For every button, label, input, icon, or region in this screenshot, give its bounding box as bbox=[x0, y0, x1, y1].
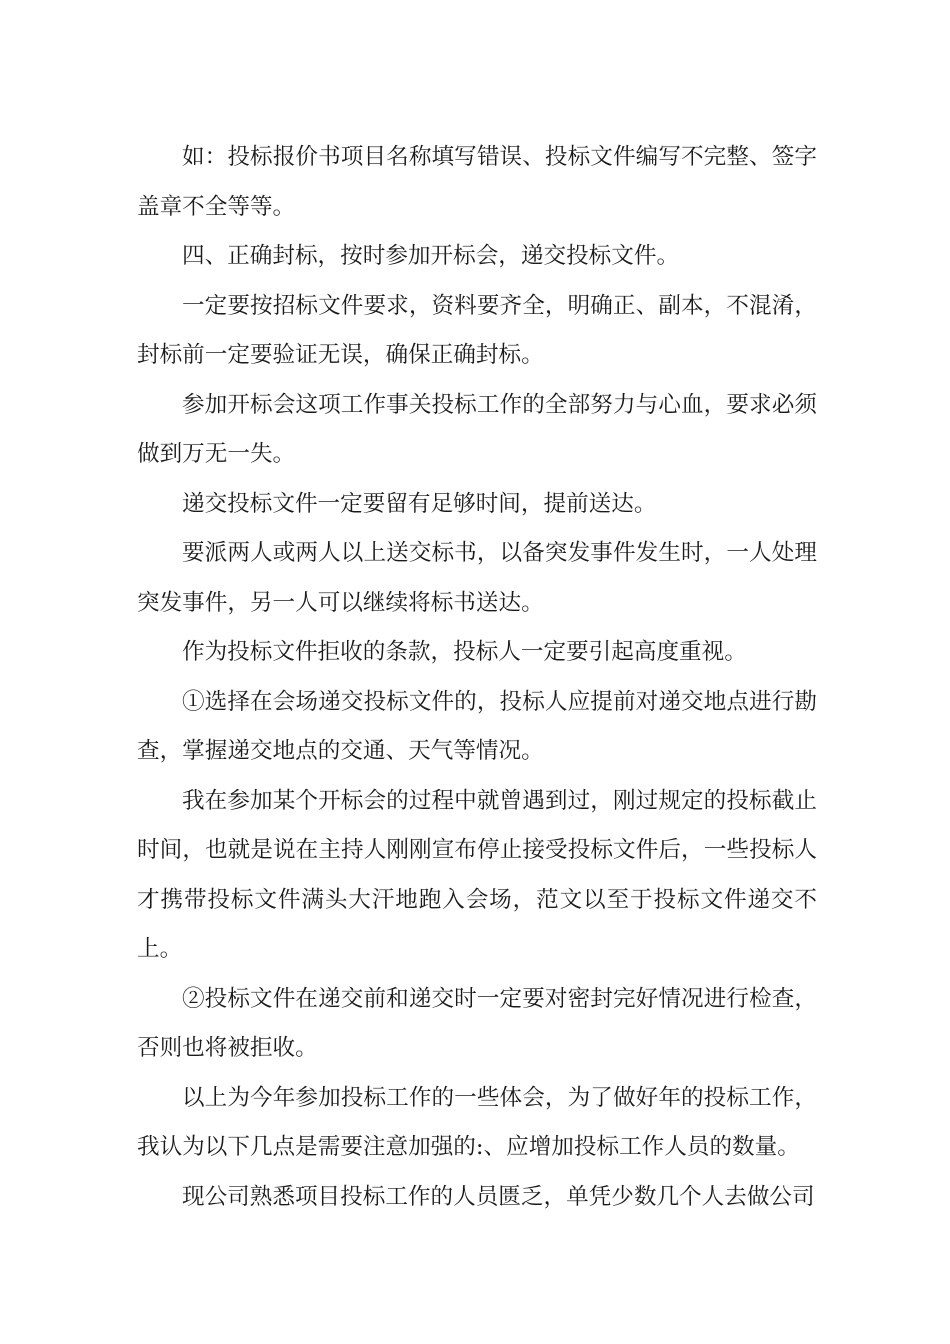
paragraph: 作为投标文件拒收的条款，投标人一定要引起高度重视。 bbox=[182, 639, 747, 665]
paragraph: 如：投标报价书项目名称填写错误、投标文件编写不完整、签字盖章不全等等。 bbox=[137, 144, 817, 220]
document-body bbox=[137, 133, 817, 1222]
paragraph: 四、正确封标，按时参加开标会，递交投标文件。 bbox=[182, 243, 680, 269]
paragraph: 我在参加某个开标会的过程中就曾遇到过，刚过规定的投标截止时间，也就是说在主持人刚刚宣布停止接受投标文件后，一些投标人才携带投标文件满头大汗地跑入会场，范文以至于投标文件递交不上。 bbox=[137, 787, 817, 962]
paragraph: 以上为今年参加投标工作的一些体会，为了做好年的投标工作，我认为以下几点是需要注意加强的:、应增加投标工作人员的数量。 bbox=[137, 1084, 817, 1160]
paragraph: 现公司熟悉项目投标工作的人员匮乏，单凭少数几个人去做公司 bbox=[182, 1183, 815, 1210]
paragraph: 一定要按招标文件要求，资料要齐全，明确正、副本，不混淆，封标前一定要验证无误，确保正确封标。 bbox=[137, 292, 817, 368]
paragraph: 参加开标会这项工作事关投标工作的全部努力与心血，要求必须做到万无一失。 bbox=[137, 391, 817, 467]
paragraph: ①选择在会场递交投标文件的，投标人应提前对递交地点进行勘查，掌握递交地点的交通、天气等情况。 bbox=[137, 688, 817, 764]
paragraph: ②投标文件在递交前和递交时一定要对密封完好情况进行检查，否则也将被拒收。 bbox=[137, 985, 817, 1061]
paragraph: 递交投标文件一定要留有足够时间，提前送达。 bbox=[182, 490, 657, 517]
paragraph: 要派两人或两人以上送交标书，以备突发事件发生时，一人处理突发事件，另一人可以继续将标书送达。 bbox=[137, 540, 817, 616]
